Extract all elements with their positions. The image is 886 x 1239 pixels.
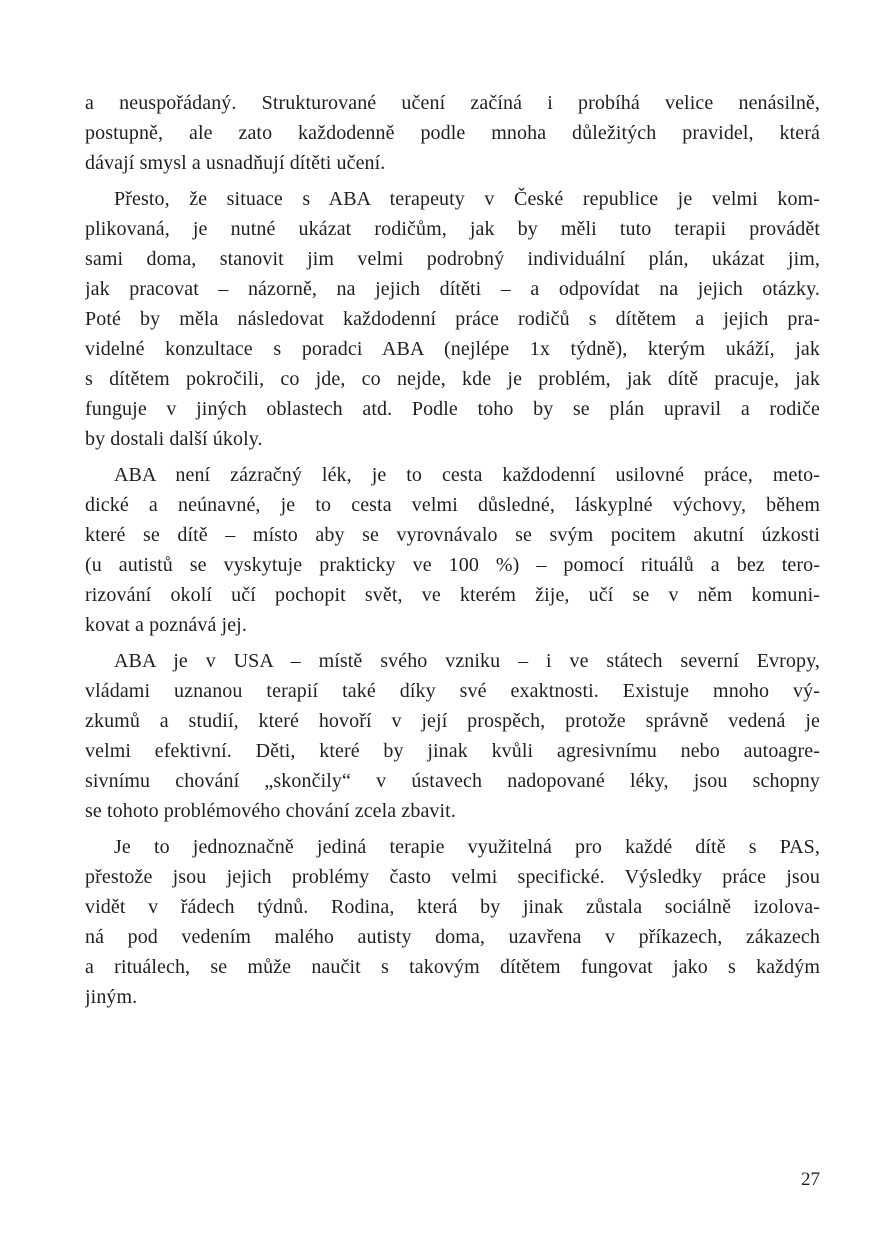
- text-line: dické a neúnavné, je to cesta velmi důsledné, láskyplné výchovy, během: [85, 494, 820, 516]
- paragraph: [85, 460, 820, 640]
- text-line: jak pracovat – názorně, na jejich dítěti – a odpovídat na jejich otázky.: [85, 278, 820, 300]
- text-line: a neuspořádaný. Strukturované učení začíná i probíhá velice nenásilně,: [85, 92, 820, 114]
- text-line: by dostali další úkoly.: [85, 428, 263, 450]
- text-line: ABA je v USA – místě svého vzniku – i ve státech severní Evropy,: [114, 650, 820, 672]
- text-line: videlné konzultace s poradci ABA (nejlépe 1x týdně), kterým ukáží, jak: [85, 338, 820, 360]
- text-line: kovat a poznává jej.: [85, 614, 247, 636]
- text-line: dávají smysl a usnadňují dítěti učení.: [85, 152, 386, 174]
- text-line: ABA není zázračný lék, je to cesta každodenní usilovné práce, meto-: [114, 464, 820, 486]
- text-line: ná pod vedením malého autisty doma, uzavřena v příkazech, zákazech: [85, 926, 820, 948]
- text-line: se tohoto problémového chování zcela zbavit.: [85, 800, 456, 822]
- text-line: (u autistů se vyskytuje prakticky ve 100 %) – pomocí rituálů a bez tero-: [85, 554, 820, 576]
- text-line: Přesto, že situace s ABA terapeuty v České republice je velmi kom-: [114, 188, 820, 210]
- text-line: zkumů a studií, které hovoří v její prospěch, protože správně vedená je: [85, 710, 820, 732]
- text-line: postupně, ale zato každodenně podle mnoha důležitých pravidel, která: [85, 122, 820, 144]
- text-line: rizování okolí učí pochopit svět, ve kterém žije, učí se v něm komuni-: [85, 584, 820, 606]
- text-line: funguje v jiných oblastech atd. Podle toho by se plán upravil a rodiče: [85, 398, 820, 420]
- text-line: přestože jsou jejich problémy často velmi specifické. Výsledky práce jsou: [85, 866, 820, 888]
- paragraph: [85, 832, 820, 1012]
- text-line: plikovaná, je nutné ukázat rodičům, jak by měli tuto terapii provádět: [85, 218, 820, 240]
- text-line: s dítětem pokročili, co jde, co nejde, kde je problém, jak dítě pracuje, jak: [85, 368, 820, 390]
- text-line: vidět v řádech týdnů. Rodina, která by jinak zůstala sociálně izolova-: [85, 896, 820, 918]
- text-line: Poté by měla následovat každodenní práce rodičů s dítětem a jejich pra-: [85, 308, 820, 330]
- paragraph: [85, 184, 820, 454]
- page-number: 27: [801, 1169, 820, 1190]
- text-line: Je to jednoznačně jediná terapie využitelná pro každé dítě s PAS,: [114, 836, 820, 858]
- text-line: velmi efektivní. Děti, které by jinak kvůli agresivnímu nebo autoagre-: [85, 740, 820, 762]
- text-line: vládami uznanou terapií také díky své exaktnosti. Existuje mnoho vý-: [85, 680, 820, 702]
- paragraph: [85, 646, 820, 826]
- text-line: sami doma, stanovit jim velmi podrobný individuální plán, ukázat jim,: [85, 248, 820, 270]
- text-block: [85, 88, 820, 1018]
- text-line: jiným.: [85, 986, 138, 1008]
- paragraph: [85, 88, 820, 178]
- text-line: sivnímu chování „skončily“ v ústavech nadopované léky, jsou schopny: [85, 770, 820, 792]
- text-line: které se dítě – místo aby se vyrovnávalo se svým pocitem akutní úzkosti: [85, 524, 820, 546]
- text-line: a rituálech, se může naučit s takovým dítětem fungovat jako s každým: [85, 956, 820, 978]
